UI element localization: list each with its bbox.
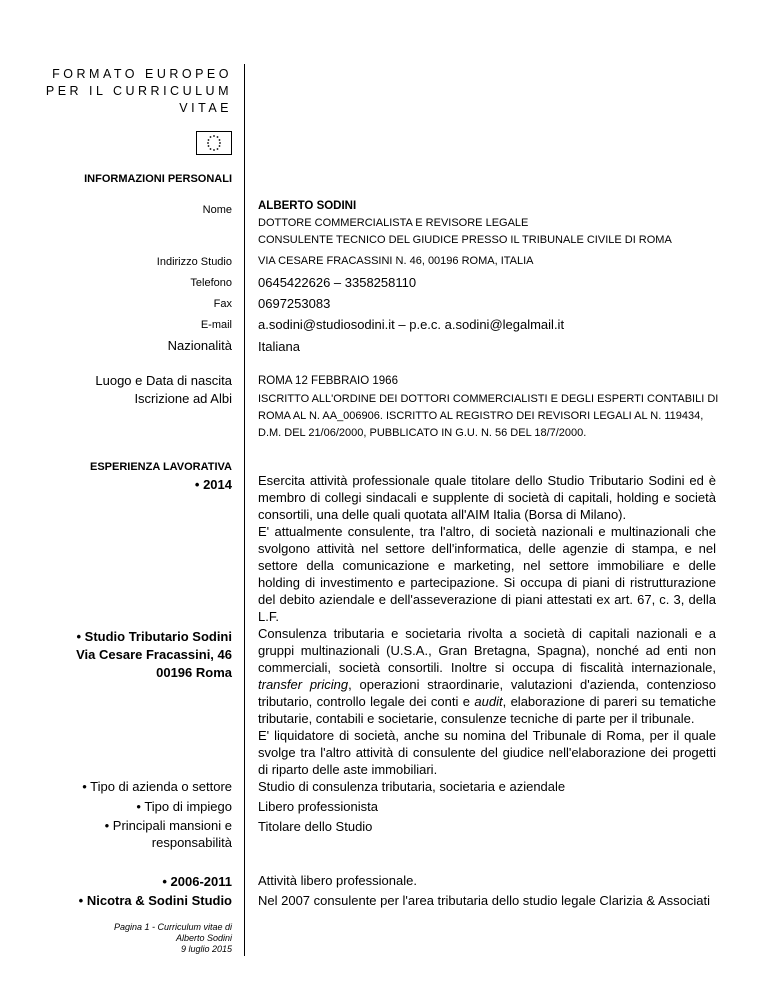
duties-label-2: responsabilità — [151, 835, 232, 850]
employment-type-label: • Tipo di impiego — [136, 799, 232, 814]
phone-label: Telefono — [190, 277, 232, 289]
employer-1-text-4: E' liquidatore di società, anche su nomina del Tribunale di Roma, per il quale svolge tra l'altro attività di consulente del giudice nell'elaborazione dei progetti di riparto delle aste immobiliari. — [258, 728, 716, 777]
footer-line-1: Pagina 1 - Curriculum vitae di — [113, 922, 232, 932]
albo-label: Iscrizione ad Albi — [134, 391, 232, 406]
name-value: ALBERTO SODINI — [258, 200, 357, 212]
title-line-2: PER IL CURRICULUM — [45, 84, 232, 98]
albo-line-3: D.M. DEL 21/06/2000, PUBBLICATO IN G.U. N. 56 DEL 18/7/2000. — [258, 427, 587, 439]
title-line-3: VITAE — [179, 101, 232, 115]
fax-value: 0697253083 — [258, 296, 331, 311]
albo-line-1: ISCRITTO ALL'ORDINE DEI DOTTORI COMMERCIALISTI E DEGLI ESPERTI CONTABILI DI — [258, 393, 719, 405]
employment-type-value: Libero professionista — [258, 799, 378, 814]
experience-year-2006: • 2006-2011 — [162, 874, 232, 889]
duties-value: Titolare dello Studio — [258, 819, 373, 834]
page-footer — [114, 922, 232, 955]
business-type-value: Studio di consulenza tributaria, societaria e aziendale — [258, 779, 566, 794]
employer-1-description — [258, 625, 716, 778]
section-personal-info: INFORMAZIONI PERSONALI — [84, 173, 232, 185]
employer-2-description — [258, 871, 716, 911]
employer-2-name: • Nicotra & Sodini Studio — [78, 893, 232, 908]
text-3-italic-1: transfer pricing — [258, 677, 349, 692]
footer-line-3: 9 luglio 2015 — [180, 944, 232, 954]
phone-value: 0645422626 – 3358258110 — [258, 275, 417, 290]
employer-2 — [79, 872, 232, 910]
fax-label: Fax — [213, 298, 232, 310]
albo-value — [258, 391, 718, 442]
employer-1-address: Via Cesare Fracassini, 46 — [76, 647, 232, 662]
address-value: VIA CESARE FRACASSINI N. 46, 00196 ROMA, ITALIA — [258, 255, 534, 267]
birth-label: Luogo e Data di nascita — [95, 373, 232, 388]
experience-text-2: E' attualmente consulente, tra l'altro, di società nazionali e multinazionali che svolgono attività nel settore dell'informatica, delle agenzie di stampa, e nel settore della comunicazione e marketing, nel settore immobiliare e delle holding di investimento e partecipazione. Si occupa di piani di ristrutturazione del debito aziendale e dell'asseverazione di piani attestati ex art. 67, c. 3, della L.F. — [258, 524, 716, 624]
email-value: a.sodini@studiosodini.it – p.e.c. a.sodini@legalmail.it — [258, 317, 565, 332]
duties-label — [105, 817, 232, 851]
text-3c: , elaborazione di pareri su tematiche tributarie, contabili e societarie, consulenze tecniche di parte per il tribunale. — [258, 694, 717, 726]
address-label: Indirizzo Studio — [156, 256, 232, 268]
employer-1-text-3 — [258, 625, 716, 727]
employer-2-text-6: Nel 2007 consulente per l'area tributaria dello studio legale Clarizia & Associati — [258, 893, 710, 908]
document-title — [46, 66, 232, 117]
footer-line-2: Alberto Sodini — [175, 933, 232, 943]
employer-1-city: 00196 Roma — [156, 665, 232, 680]
role-2: CONSULENTE TECNICO DEL GIUDICE PRESSO IL TRIBUNALE CIVILE DI ROMA — [258, 234, 672, 246]
text-3b: , operazioni straordinarie, valutazioni d'azienda, contenzioso tributario, controllo legale dei conti e — [258, 677, 716, 709]
column-divider — [244, 64, 245, 956]
duties-label-1: • Principali mansioni e — [104, 818, 232, 833]
title-line-1: FORMATO EUROPEO — [52, 67, 232, 81]
text-3-italic-2: audit — [474, 694, 503, 709]
experience-text-1: Esercita attività professionale quale titolare dello Studio Tributario Sodini ed è membro di collegi sindacali e supplente di società di capitali, holding e società consortili, una delle quali quotata all'AIM Italia (Borsa di Milano). — [258, 473, 716, 522]
email-label: E-mail — [200, 319, 232, 331]
experience-year-2014: • 2014 — [194, 477, 232, 492]
business-type-label: • Tipo di azienda o settore — [82, 779, 232, 794]
birth-value: ROMA 12 FEBBRAIO 1966 — [258, 375, 398, 387]
name-block — [258, 198, 672, 249]
employer-1 — [76, 628, 232, 682]
section-experience: ESPERIENZA LAVORATIVA — [90, 461, 232, 473]
employer-2-text-5: Attività libero professionale. — [258, 873, 417, 888]
text-3a: Consulenza tributaria e societaria rivolta a società di capitali nazionali e a gruppi multinazionali (U.S.A., Gran Bretagna, Spagna), nonché ad enti non commerciali, società consortili. Inoltre si occupa di fiscalità internazionale, — [258, 626, 716, 675]
nationality-value: Italiana — [258, 339, 300, 354]
albo-line-2: ROMA AL N. AA_006906. ISCRITTO AL REGISTRO DEI REVISORI LEGALI AL N. 119434, — [258, 410, 704, 422]
name-label: Nome — [202, 204, 232, 216]
experience-description — [258, 472, 716, 625]
nationality-label: Nazionalità — [167, 338, 232, 353]
employer-1-name: • Studio Tributario Sodini — [76, 629, 232, 644]
role-1: DOTTORE COMMERCIALISTA E REVISORE LEGALE — [258, 217, 529, 229]
eu-flag-icon — [196, 131, 232, 155]
